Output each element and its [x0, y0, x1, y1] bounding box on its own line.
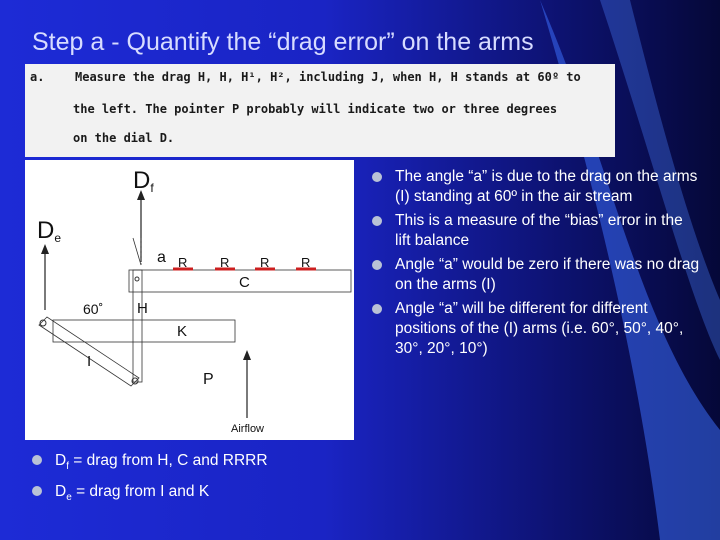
- r-label-1: R: [178, 255, 188, 270]
- angle-a-label: a: [157, 249, 166, 266]
- airflow-label: Airflow: [231, 423, 265, 435]
- bullet-text: Angle “a” would be zero if there was no drag on the arms (I): [395, 256, 700, 293]
- de-def-symbol: D: [55, 483, 67, 501]
- r-label-3: R: [260, 255, 270, 270]
- de-def-subscript: e: [66, 492, 72, 504]
- scan-step-number: a.: [30, 70, 45, 84]
- beam-c-label: C: [239, 274, 250, 291]
- df-def-subscript: f: [66, 461, 69, 473]
- de-definition: [32, 479, 268, 510]
- df-subscript: f: [150, 181, 154, 195]
- bullet-dot-icon: [372, 260, 382, 270]
- bullet-item: [372, 255, 702, 295]
- slide-title: Step a - Quantify the “drag error” on the arms: [32, 28, 534, 56]
- de-label: D: [37, 217, 55, 244]
- bullet-text: Angle “a” will be different for different positions of the (I) arms (i.e. 60°, 50°, 40°, 30°, 20°, 10°): [395, 300, 684, 357]
- bullet-dot-icon: [372, 172, 382, 182]
- r-label-2: R: [220, 255, 230, 270]
- scanned-instruction-image: [25, 64, 615, 157]
- de-def-text: = drag from I and K: [71, 483, 210, 501]
- scan-line-2: the left. The pointer P probably will indicate two or three degrees: [73, 102, 558, 116]
- scan-line-1: Measure the drag H, H, H¹, H², including J, when H, H stands at 60º to: [75, 70, 581, 84]
- de-subscript: e: [54, 231, 62, 245]
- r-label-4: R: [301, 255, 311, 270]
- df-def-text: = drag from H, C and RRRR: [68, 452, 268, 469]
- p-label: P: [203, 371, 214, 388]
- bullet-dot-icon: [372, 304, 382, 314]
- bullet-text: The angle “a” is due to the drag on the arms (I) standing at 60º in the air stream: [395, 168, 698, 205]
- df-def-symbol: D: [55, 452, 67, 469]
- i-label: I: [87, 353, 92, 370]
- bullet-item: [372, 211, 702, 251]
- df-label: D: [133, 167, 151, 194]
- svg-text:De: [37, 217, 61, 245]
- explanation-bullets: [372, 167, 702, 363]
- df-definition: [32, 448, 268, 479]
- k-label: K: [177, 323, 188, 340]
- bullet-dot-icon: [372, 216, 382, 226]
- bullet-dot-icon: [32, 486, 42, 496]
- bullet-item: [372, 299, 702, 359]
- svg-text:Df: [133, 167, 154, 195]
- bullet-item: [372, 167, 702, 207]
- lift-balance-diagram: [25, 160, 354, 440]
- drag-definitions: [32, 448, 268, 510]
- bullet-dot-icon: [32, 455, 42, 465]
- angle-60-label: 60˚: [83, 301, 104, 317]
- scan-line-3: on the dial D.: [73, 131, 175, 145]
- h-label: H: [137, 300, 148, 317]
- bullet-text: This is a measure of the “bias” error in the lift balance: [395, 212, 683, 249]
